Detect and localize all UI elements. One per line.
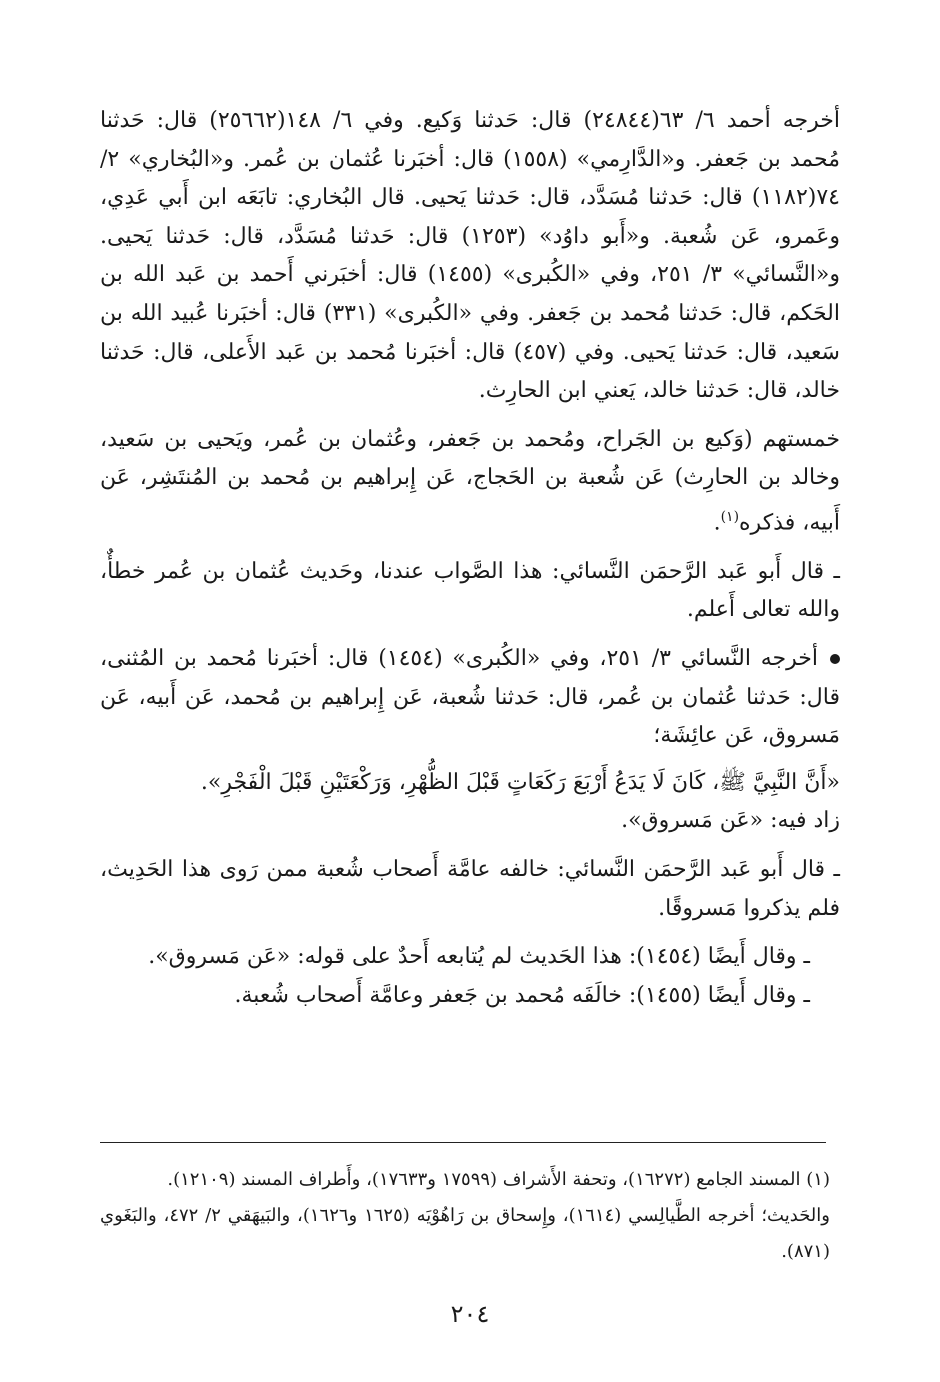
page-body bbox=[100, 102, 840, 1015]
footnotes bbox=[100, 1162, 830, 1270]
paragraph-nasai-comment-2: ـ قال أَبو عَبد الرَّحمَن النَّسائي: خالفه عامَّة أَصحاب شُعبة ممن رَوى هذا الحَدِيث، فلم يذكروا مَسروقًا. bbox=[100, 857, 840, 921]
page-number: ٢٠٤ bbox=[450, 1300, 490, 1328]
footnote-separator bbox=[100, 1142, 826, 1143]
paragraph-zada-fihi: زاد فيه: «عَن مَسروق». bbox=[621, 808, 840, 834]
paragraph-nasai-comment-1: ـ قال أَبو عَبد الرَّحمَن النَّسائي: هذا الصَّواب عندنا، وحَديث عُثمان بن عُمر خطأٌ، والله تعالى أَعلم. bbox=[100, 558, 840, 623]
paragraph-nasai-comment-4: ـ وقال أَيضًا (١٤٥٥): خالَفَه مُحمد بن جَعفر وعامَّة أَصحاب شُعبة. bbox=[234, 982, 810, 1008]
hadith-text: «أَنَّ النَّبِيَّ ﷺ، كَانَ لَا يَدَعُ أَرْبَعَ رَكَعَاتٍ قَبْلَ الظُّهْرِ، وَرَكْعَتَيْنِ قَبْلَ الْفَجْرِ». bbox=[200, 769, 840, 795]
footnote-1: (١) المسند الجامع (١٦٢٧٢)، وتحفة الأَشراف (١٧٥٩٩ و١٧٦٣٣)، وأَطراف المسند (١٢١٠٩). bbox=[167, 1169, 830, 1190]
paragraph-bullet-takhrij bbox=[100, 640, 840, 756]
paragraph-bullet-text: أخرجه النَّسائي ٣/ ٢٥١، وفي «الكُبرى» (١٤٥٤) قال: أخبَرنا مُحمد بن المُثنى، قال: حَدثنا عُثمان بن عُمر، قال: حَدثنا شُعبة، عَن إِبراهيم بن مُحمد، عَن أَبيه، عَن مَسروق، عَن عائِشَة؛ bbox=[100, 646, 840, 749]
paragraph-khamsatuhum-text: خمستهم (وَكيع بن الجَراح، ومُحمد بن جَعفر، وعُثمان بن عُمر، ويَحيى بن سَعيد، وخالد بن الحارِث) عَن شُعبة بن الحَجاج، عَن إِبراهيم بن مُحمد بن المُنتَشِر، عَن أَبيه، فذكره bbox=[100, 426, 840, 536]
footnote-ref[interactable]: (١) bbox=[720, 508, 740, 525]
paragraph-takhrij: أخرجه أحمد ٦/ ٦٣(٢٤٨٤٤) قال: حَدثنا وَكيع. وفي ٦/ ١٤٨(٢٥٦٦٢) قال: حَدثنا مُحمد بن جَعفر. و«الدَّارِمي» (١٥٥٨) قال: أخبَرنا عُثمان بن عُمر. و«البُخاري» ٢/ ٧٤(١١٨٢) قال: حَدثنا مُسَدَّد، قال: حَدثنا يَحيى. قال البُخاري: تابَعَه ابن أَبي عَدِي، وعَمرو، عَن شُعبة. و«أَبو داوُد» (١٢٥٣) قال: حَدثنا مُسَدَّد، قال: حَدثنا يَحيى. و«النَّسائي» ٣/ ٢٥١، وفي «الكُبرى» (١٤٥٥) قال: أخبَرني أَحمد بن عَبد الله بن الحَكم، قال: حَدثنا مُحمد بن جَعفر. وفي «الكُبرى» (٣٣١) قال: أخبَرنا عُبيد الله بن سَعيد، قال: حَدثنا يَحيى. وفي (٤٥٧) قال: أخبَرنا مُحمد بن عَبد الأَعلى، قال: حَدثنا خالد، قال: حَدثنا خالد، يَعني ابن الحارِث. bbox=[100, 108, 841, 404]
paragraph-khamsatuhum: خمستهم (وَكيع بن الجَراح، ومُحمد بن جَعفر، وعُثمان بن عُمر، ويَحيى بن سَعيد، وخالد بن الحارِث) عَن شُعبة بن الحَجاج، عَن إِبراهيم بن مُحمد بن المُنتَشِر، عَن أَبيه، فذكره$^{(١)}$. bbox=[100, 426, 840, 536]
paragraph-nasai-comment-3: ـ وقال أَيضًا (١٤٥٤): هذا الحَديث لم يُتابعه أَحدٌ على قوله: «عَن مَسروق». bbox=[148, 944, 810, 970]
footnote-1-continued: والحَديث؛ أخرجه الطَّيالِسي (١٦١٤)، وإِسحاق بن رَاهُوْيَه (١٦٢٥ و١٦٢٦)، والبَيهَقي ٢/ ٤٧٢، والبَغَوي (٨٧١). bbox=[100, 1205, 830, 1262]
bullet-icon bbox=[830, 654, 840, 664]
